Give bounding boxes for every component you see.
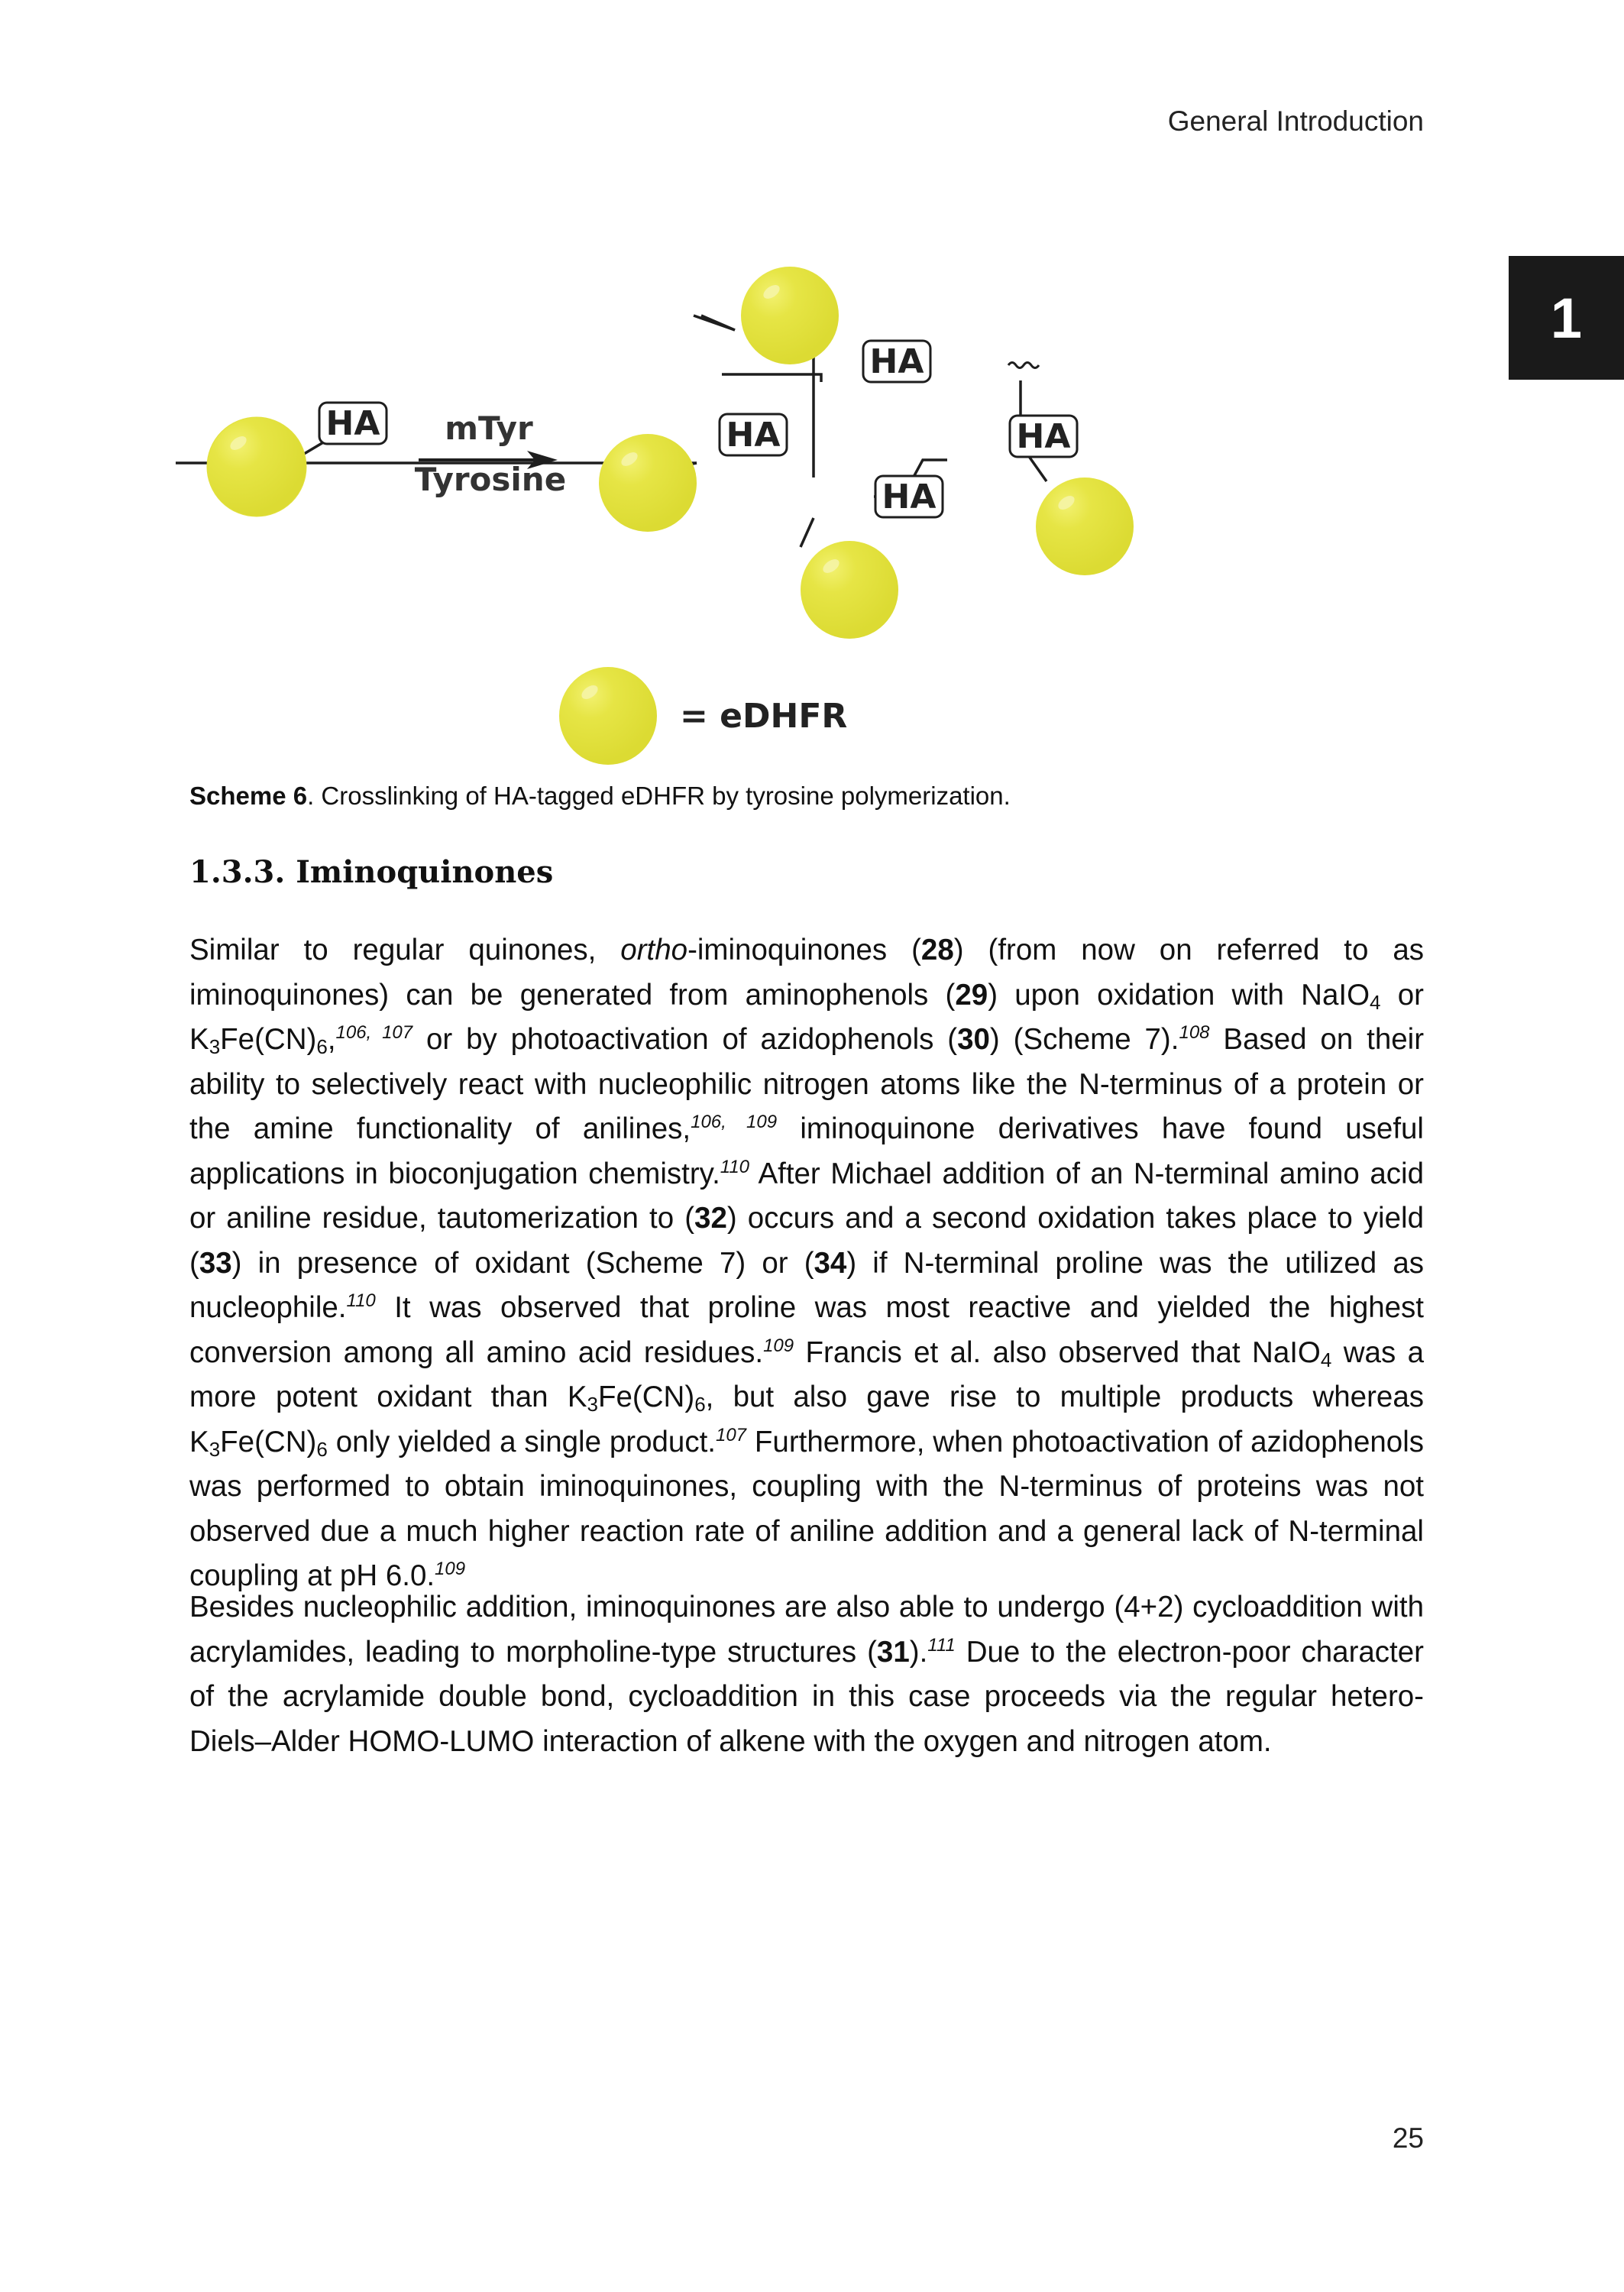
compound-number: 31 xyxy=(876,1635,910,1669)
reagent-top-label: mTyr xyxy=(445,410,533,447)
ha-tag-label: HA xyxy=(726,416,781,455)
text-run: 4 xyxy=(1320,1348,1332,1371)
ha-tag-reactant xyxy=(319,403,387,444)
text-run: 4 xyxy=(1370,990,1381,1014)
text-run: , but also gave rise to multiple products whereas K xyxy=(189,1381,1424,1458)
citation-ref: 106, 109 xyxy=(691,1112,778,1132)
text-run: ) (from now on referred to as iminoquinones) can be generated from aminophenols ( xyxy=(189,934,1424,1012)
text-run: or by photoactivation of azidophenols ( xyxy=(412,1023,958,1056)
page-number: 25 xyxy=(1392,2122,1424,2154)
text-run: iminoquinone derivatives have found useful applications in bioconjugation chemistry. xyxy=(189,1112,1424,1190)
compound-number: 33 xyxy=(199,1246,232,1280)
text-run: 6 xyxy=(694,1393,706,1416)
figure-caption xyxy=(189,782,1427,811)
text-run: or K xyxy=(189,978,1424,1056)
text-run: After Michael addition of an N-terminal amino acid or aniline residue, tautomerization to ( xyxy=(189,1157,1424,1235)
chapter-tab: 1 xyxy=(1509,256,1624,380)
text-run: Due to the electron-poor character of the acrylamide double bond, cycloaddition in this case proceeds via the regular hetero-Diels–Alder HOMO-LUMO interaction of alkene with the oxygen and nitrogen atom. xyxy=(189,1635,1424,1758)
protein-sphere-top xyxy=(741,267,839,364)
text-run: 6 xyxy=(316,1035,328,1058)
compound-number: 32 xyxy=(694,1202,727,1235)
ha-tag-label: HA xyxy=(325,404,380,443)
citation-ref: 110 xyxy=(346,1290,376,1311)
ha-tag-left xyxy=(720,414,787,455)
section-heading: 1.3.3. Iminoquinones xyxy=(189,854,554,890)
text-run: 3 xyxy=(587,1393,598,1416)
protein-sphere-right xyxy=(1036,478,1134,575)
text-run: Besides nucleophilic addition, iminoquinones are also able to undergo (4+2) cycloaddition with acrylamides, leading to morpholine-type structures ( xyxy=(189,1591,1424,1669)
text-run: ) (Scheme 7). xyxy=(989,1023,1179,1056)
caption-text: . Crosslinking of HA-tagged eDHFR by tyrosine polymerization. xyxy=(307,782,1011,810)
protein-sphere-legend xyxy=(559,667,657,765)
citation-ref: 111 xyxy=(927,1634,956,1656)
compound-number: 30 xyxy=(957,1023,990,1056)
text-run: 6 xyxy=(316,1437,328,1461)
ha-tag-label: HA xyxy=(1016,417,1071,456)
protein-sphere-bottom xyxy=(801,541,898,639)
text-run: ) in presence of oxidant (Scheme 7) or ( xyxy=(231,1246,814,1280)
citation-ref: 110 xyxy=(720,1156,750,1177)
text-run: Fe(CN) xyxy=(220,1425,317,1458)
text-run: ) upon oxidation with NaIO xyxy=(988,978,1370,1012)
citation-ref: 107 xyxy=(715,1424,747,1445)
text-run: , xyxy=(327,1023,336,1056)
text-run: ) if N-terminal proline was the utilized as nucleophile. xyxy=(189,1246,1424,1324)
text-run: ) occurs and a second oxidation takes place to yield ( xyxy=(189,1202,1424,1280)
text-run: only yielded a single product. xyxy=(327,1425,716,1458)
text-run: ). xyxy=(909,1635,928,1669)
wavy-bond-mark xyxy=(1008,363,1039,368)
compound-number: 29 xyxy=(955,978,988,1012)
ha-tag-label: HA xyxy=(882,478,937,516)
compound-number: 28 xyxy=(920,934,954,966)
citation-ref: 109 xyxy=(763,1335,794,1356)
citation-ref: 108 xyxy=(1179,1022,1210,1043)
text-run: Similar to regular quinones, xyxy=(189,934,621,966)
citation-ref: 106, 107 xyxy=(335,1022,413,1043)
citation-ref: 109 xyxy=(435,1559,466,1579)
text-run: It was observed that proline was most reactive and yielded the highest conversion among all amino acid residues. xyxy=(189,1291,1424,1369)
ha-tag-label: HA xyxy=(869,342,924,381)
text-run: 3 xyxy=(209,1437,221,1461)
ha-tag-top xyxy=(863,341,930,382)
text-run: Furthermore, when photoactivation of azidophenols was performed to obtain iminoquinones, coupling with the N-terminus of proteins was not observed due a much higher reaction rate of aniline addition and a general lack of N-terminal coupling at pH 6.0. xyxy=(189,1425,1424,1592)
body-paragraph-1 xyxy=(189,928,1424,1599)
ha-tag-right xyxy=(1010,416,1077,457)
body-paragraph-2 xyxy=(189,1585,1424,1764)
text-run: was a more potent oxidant than K xyxy=(189,1335,1424,1413)
text-run: -iminoquinones ( xyxy=(687,934,921,966)
text-run: ortho xyxy=(620,934,688,966)
text-run: Francis et al. also observed that NaIO xyxy=(794,1335,1321,1369)
text-run: 3 xyxy=(209,1035,221,1058)
text-run: Fe(CN) xyxy=(598,1381,695,1413)
running-header: General Introduction xyxy=(1167,105,1424,137)
protein-sphere-group xyxy=(207,267,1134,765)
text-run: Based on their ability to selectively react with nucleophilic nitrogen atoms like the N-terminus of a protein or the amine functionality of anilines, xyxy=(189,1023,1425,1145)
ha-tag-bottom xyxy=(875,476,943,517)
caption-label: Scheme 6 xyxy=(189,782,308,810)
protein-sphere-left xyxy=(599,434,697,532)
legend-label: = eDHFR xyxy=(680,697,848,736)
reagent-bottom-label: Tyrosine xyxy=(414,461,567,498)
compound-number: 34 xyxy=(814,1246,847,1280)
scheme-figure xyxy=(176,252,1184,779)
text-run: Fe(CN) xyxy=(220,1023,317,1056)
protein-sphere-reactant xyxy=(207,417,306,516)
